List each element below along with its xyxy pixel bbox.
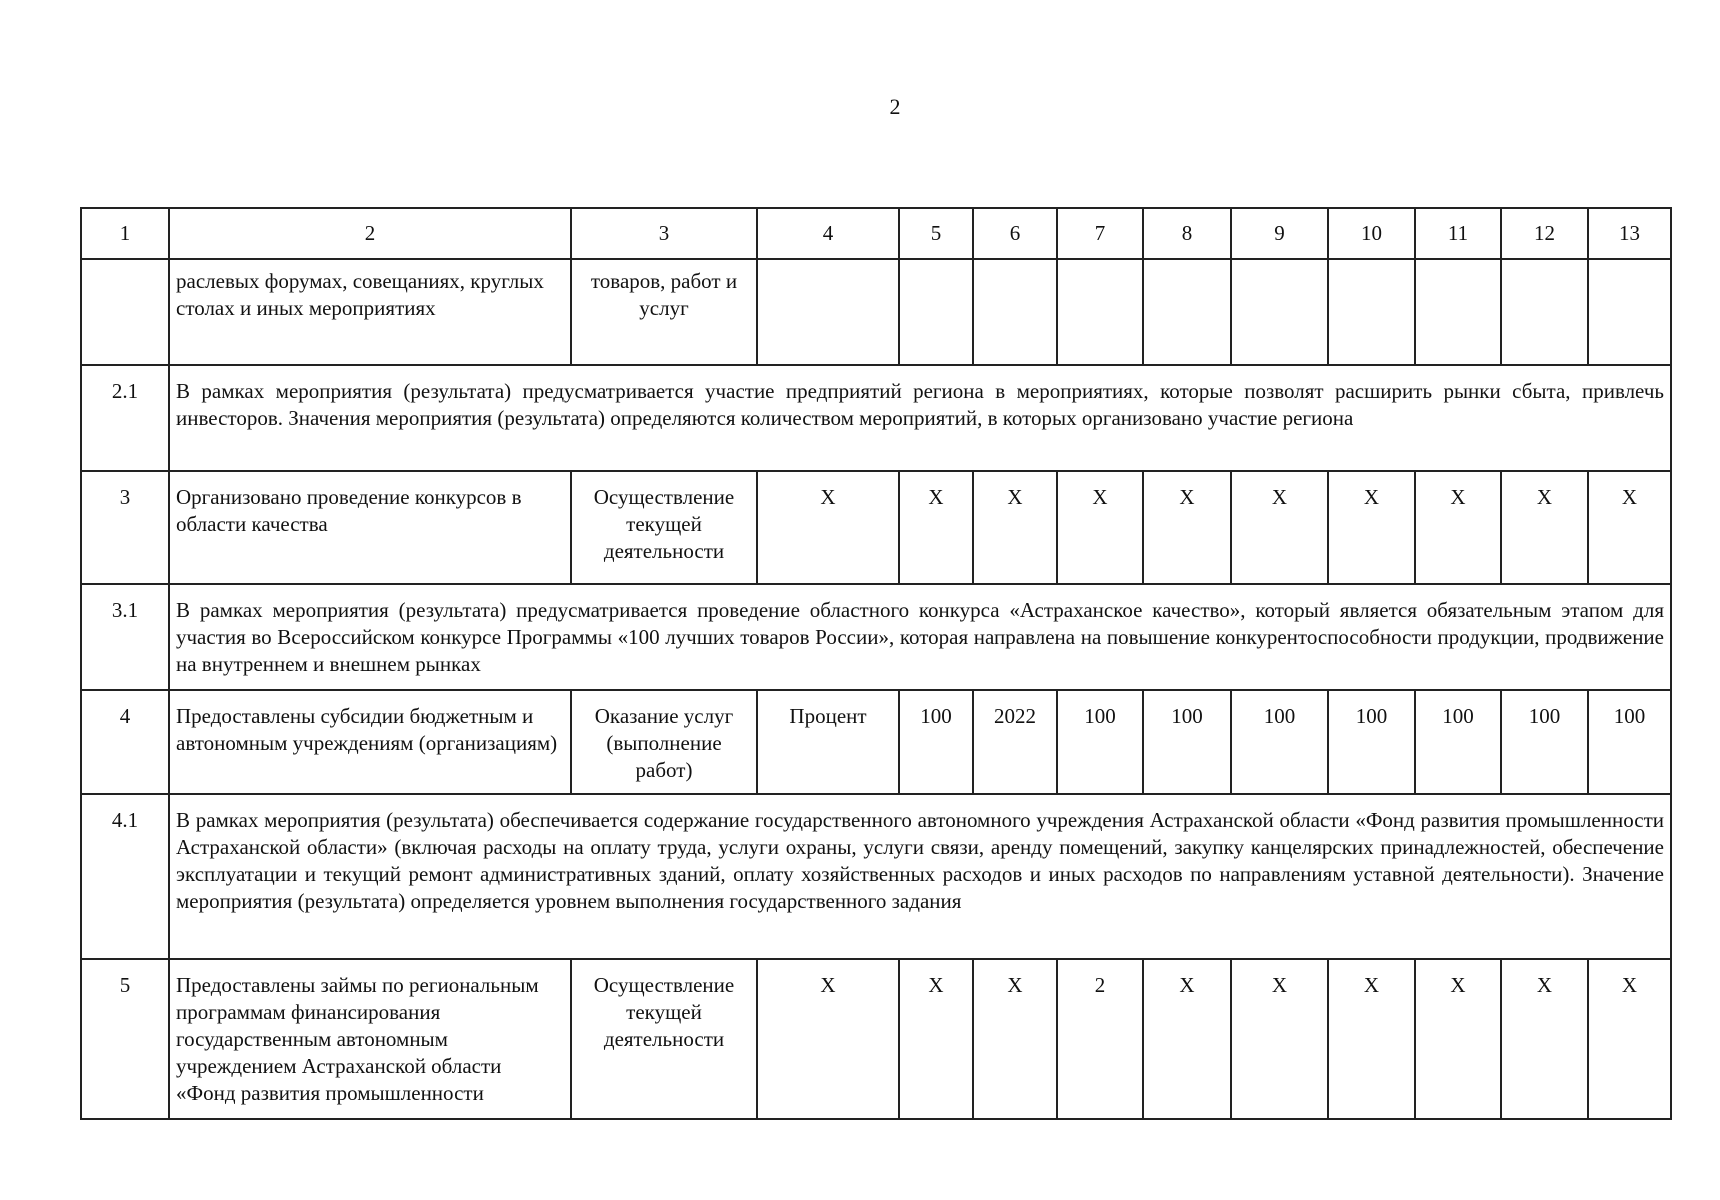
- row-value: [1415, 259, 1501, 365]
- header-row: [81, 208, 1671, 259]
- row-value: Х: [1328, 471, 1415, 584]
- row-description: В рамках мероприятия (результата) обеспечивается содержание государственного автономного учреждения Астраханской области «Фонд развития промышленности Астраханской области» (включая расходы на оплату труда, услуги охраны, услуги связи, аренду помещений, закупку канцелярских принадлежностей, обеспечение эксплуатации и текущий ремонт административных зданий, оплату хозяйственных расходов и иных расходов по направлениям уставной деятельности). Значение мероприятия (результата) определяется уровнем выполнения государственного задания: [169, 794, 1671, 959]
- row-type: Осуществление текущей деятельности: [571, 471, 757, 584]
- row-value: [1501, 259, 1588, 365]
- header-cell: 10: [1328, 208, 1415, 259]
- row-value: [1057, 259, 1143, 365]
- row-value: Х: [1231, 959, 1328, 1119]
- description-row: [81, 584, 1671, 690]
- row-type: товаров, работ и услуг: [571, 259, 757, 365]
- row-value: 100: [1501, 690, 1588, 794]
- row-value: Х: [757, 471, 899, 584]
- row-value: [757, 259, 899, 365]
- row-value: [899, 259, 973, 365]
- row-number: 3.1: [81, 584, 169, 690]
- table-row: [81, 259, 1671, 365]
- header-cell: 1: [81, 208, 169, 259]
- row-value: Х: [757, 959, 899, 1119]
- row-value: 2: [1057, 959, 1143, 1119]
- row-number: 3: [81, 471, 169, 584]
- row-value: Х: [1143, 471, 1231, 584]
- row-value: 100: [1231, 690, 1328, 794]
- row-value: 100: [1057, 690, 1143, 794]
- row-number: 5: [81, 959, 169, 1119]
- row-value: 100: [1143, 690, 1231, 794]
- row-value: Х: [1588, 471, 1671, 584]
- header-cell: 8: [1143, 208, 1231, 259]
- row-description: В рамках мероприятия (результата) предусматривается участие предприятий региона в мероприятиях, которые позволят расширить рынки сбыта, привлечь инвесторов. Значения мероприятия (результата) определяются количеством мероприятий, в которых организовано участие региона: [169, 365, 1671, 471]
- header-cell: 7: [1057, 208, 1143, 259]
- description-row: [81, 365, 1671, 471]
- row-number: [81, 259, 169, 365]
- header-cell: 3: [571, 208, 757, 259]
- row-value: Х: [973, 471, 1057, 584]
- row-value: Х: [1057, 471, 1143, 584]
- row-value: 100: [1588, 690, 1671, 794]
- header-cell: 12: [1501, 208, 1588, 259]
- row-type: Оказание услуг (выполнение работ): [571, 690, 757, 794]
- row-value: 100: [1328, 690, 1415, 794]
- table-row: [81, 959, 1671, 1119]
- row-number: 4.1: [81, 794, 169, 959]
- row-name: раслевых форумах, совещаниях, круглых столах и иных мероприятиях: [169, 259, 571, 365]
- description-row: [81, 794, 1671, 959]
- row-value: Х: [1501, 959, 1588, 1119]
- row-name: Предоставлены займы по региональным программам финансирования государственным автономным учреждением Астраханской области «Фонд развития промышленности: [169, 959, 571, 1119]
- row-value: Х: [899, 959, 973, 1119]
- header-cell: 9: [1231, 208, 1328, 259]
- row-name: Предоставлены субсидии бюджетным и автономным учреждениям (организациям): [169, 690, 571, 794]
- header-cell: 13: [1588, 208, 1671, 259]
- page-number: 2: [889, 94, 901, 119]
- row-value: Х: [1328, 959, 1415, 1119]
- row-value: 100: [899, 690, 973, 794]
- row-description: В рамках мероприятия (результата) предусматривается проведение областного конкурса «Астраханское качество», который является обязательным этапом для участия во Всероссийском конкурсе Программы «100 лучших товаров России», которая направлена на повышение конкурентоспособности продукции, продвижение на внутреннем и внешнем рынках: [169, 584, 1671, 690]
- row-value: Х: [973, 959, 1057, 1119]
- row-value: Х: [1415, 959, 1501, 1119]
- row-value: [973, 259, 1057, 365]
- row-value: Процент: [757, 690, 899, 794]
- row-name: Организовано проведение конкурсов в области качества: [169, 471, 571, 584]
- row-value: Х: [1415, 471, 1501, 584]
- row-number: 4: [81, 690, 169, 794]
- table-row: [81, 690, 1671, 794]
- row-value: Х: [1501, 471, 1588, 584]
- row-value: 2022: [973, 690, 1057, 794]
- header-cell: 5: [899, 208, 973, 259]
- row-value: [1231, 259, 1328, 365]
- row-value: 100: [1415, 690, 1501, 794]
- row-value: Х: [1231, 471, 1328, 584]
- header-cell: 4: [757, 208, 899, 259]
- row-value: Х: [1588, 959, 1671, 1119]
- row-value: Х: [899, 471, 973, 584]
- header-cell: 11: [1415, 208, 1501, 259]
- row-type: Осуществление текущей деятельности: [571, 959, 757, 1119]
- header-cell: 6: [973, 208, 1057, 259]
- document-table: [80, 207, 1672, 1120]
- row-value: [1143, 259, 1231, 365]
- row-value: [1328, 259, 1415, 365]
- header-cell: 2: [169, 208, 571, 259]
- table-row: [81, 471, 1671, 584]
- row-number: 2.1: [81, 365, 169, 471]
- row-value: Х: [1143, 959, 1231, 1119]
- row-value: [1588, 259, 1671, 365]
